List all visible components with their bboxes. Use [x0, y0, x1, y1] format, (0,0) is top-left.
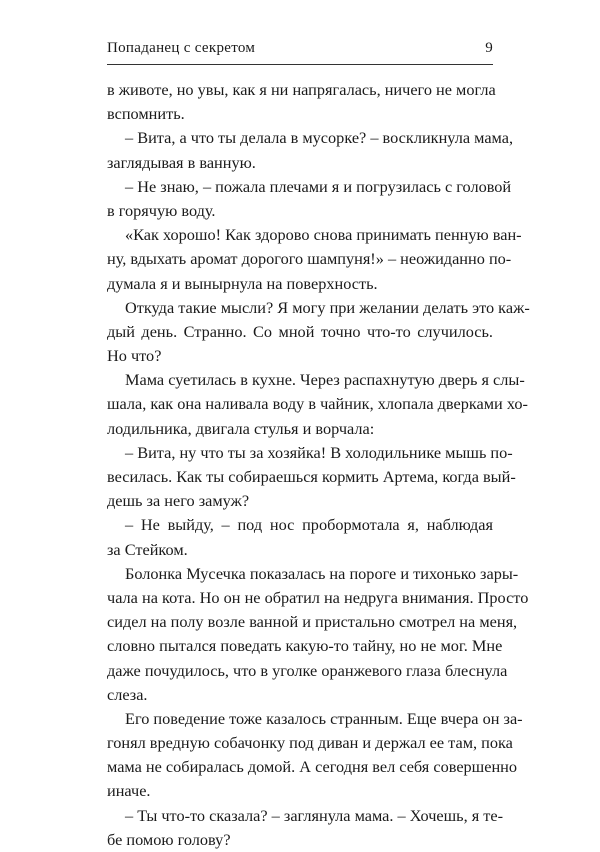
paragraph	[107, 441, 516, 514]
paragraph	[107, 562, 529, 707]
text-line: гонял вредную собачонку под диван и держал ее там, пока	[107, 733, 513, 753]
page-number: 9	[485, 40, 493, 56]
paragraph	[107, 175, 512, 223]
text-line: – Вита, ну что ты за хозяйка! В холодильнике мышь по-	[125, 442, 513, 462]
running-title: Попаданец с секретом	[107, 40, 256, 56]
text-line: слеза.	[107, 684, 148, 704]
text-line: ну, вдыхать аромат дорогого шампуня!» – неожиданно по-	[107, 249, 512, 269]
text-line: Но что?	[107, 346, 162, 366]
text-line: сидел на полу возле ванной и пристально смотрел на меня,	[107, 612, 518, 632]
text-line: словно пытался поведать какую-то тайну, но не мог. Мне	[107, 636, 503, 656]
paragraph	[107, 707, 523, 804]
text-line: мама не собиралась домой. А сегодня вел себя совершенно	[107, 757, 518, 777]
running-head	[107, 40, 493, 62]
header-rule	[107, 64, 493, 65]
text-line: Его поведение тоже казалось странным. Еще вчера он за-	[125, 708, 523, 728]
paragraph	[107, 513, 493, 561]
text-line: за Стейком.	[107, 539, 188, 559]
text-line: думала я и вынырнула на поверхность.	[107, 273, 378, 293]
text-line: дешь за него замуж?	[107, 491, 250, 511]
text-line: иначе.	[107, 781, 151, 801]
paragraph	[107, 804, 504, 852]
text-line: вспомнить.	[107, 104, 185, 124]
paragraph	[107, 223, 522, 296]
text-line: чала на кота. Но он не обратил на недруга внимания. Просто	[107, 587, 529, 607]
paragraph	[107, 296, 530, 369]
text-line: даже почудилось, что в уголке оранжевого глаза блеснула	[107, 660, 508, 680]
text-line: лодильника, двигала стулья и ворчала:	[107, 418, 375, 438]
text-line: дый день. Странно. Со мной точно что-то случилось.	[107, 321, 493, 341]
text-line: в животе, но увы, как я ни напрягалась, ничего не могла	[107, 80, 496, 99]
text-line: весилась. Как ты собираешься кормить Артема, когда вый-	[107, 467, 516, 486]
text-line: – Вита, а что ты делала в мусорке? – воскликнула мама,	[125, 128, 514, 148]
text-line: Болонка Мусечка показалась на пороге и тихонько зары-	[125, 563, 519, 583]
text-line: шала, как она наливала воду в чайник, хлопала дверками хо-	[107, 394, 528, 414]
text-line: – Не знаю, – пожала плечами я и погрузилась с головой	[125, 176, 512, 196]
text-line: заглядывая в ванную.	[107, 152, 256, 172]
paragraph	[107, 126, 514, 174]
text-line: «Как хорошо! Как здорово снова принимать пенную ван-	[125, 225, 522, 245]
text-line: – Не выйду, – под нос пробормотала я, наблюдая	[125, 515, 493, 535]
text-line: в горячую воду.	[107, 200, 216, 220]
paragraph	[107, 78, 496, 126]
body-text	[107, 78, 530, 852]
text-line: Мама суетилась в кухне. Через распахнутую дверь я слы-	[125, 370, 525, 390]
text-line: Откуда такие мысли? Я могу при желании делать это каж-	[125, 297, 530, 317]
text-line: бе помою голову?	[107, 829, 231, 849]
paragraph	[107, 368, 528, 441]
text-line: – Ты что-то сказала? – заглянула мама. – Хочешь, я те-	[125, 805, 504, 825]
